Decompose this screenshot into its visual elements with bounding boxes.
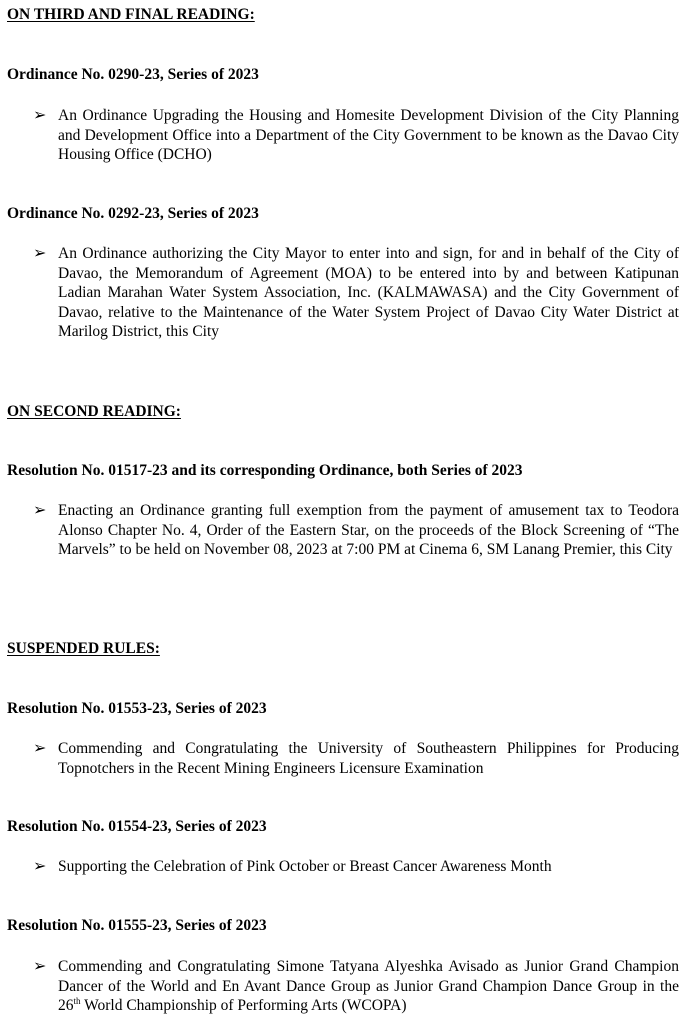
resolution-01517-heading: Resolution No. 01517-23 and its corresponding Ordinance, both Series of 2023 (7, 462, 523, 479)
resolution-01555-text-end: World Championship of Performing Arts (WCOPA) (80, 997, 407, 1014)
arrow-bullet-icon: ➢ (33, 858, 47, 875)
arrow-bullet-icon: ➢ (33, 107, 47, 124)
arrow-bullet-icon: ➢ (33, 740, 47, 757)
resolution-01517-text: Enacting an Ordinance granting full exemption from the payment of amusement tax to Teodora Alonso Chapter No. 4, Order of the Eastern Star, on the proceeds of the Block Screening of “The Marvels” to be held on November 08, 2023 at 7:00 PM at Cinema 6, SM Lanang Premier, this City (58, 502, 679, 558)
resolution-01554-item (33, 857, 679, 877)
resolution-01553-text: Commending and Congratulating the University of Southeastern Philippines for Producing Topnotchers in the Recent Mining Engineers Licensure Examination (58, 740, 679, 777)
resolution-01554-heading: Resolution No. 01554-23, Series of 2023 (7, 818, 267, 835)
ordinance-0290-text: An Ordinance Upgrading the Housing and Homesite Development Division of the City Planning and Development Office into a Department of the City Government to be known as the Davao City Housing Office (DCHO) (58, 107, 679, 163)
resolution-01555-text (58, 957, 679, 1016)
section-heading-third-reading: ON THIRD AND FINAL READING: (7, 6, 255, 23)
resolution-01517-item (33, 501, 679, 560)
arrow-bullet-icon: ➢ (33, 958, 47, 975)
arrow-bullet-icon: ➢ (33, 502, 47, 519)
ordinance-0290-item (33, 106, 679, 165)
arrow-bullet-icon: ➢ (33, 245, 47, 262)
resolution-01555-item (33, 957, 679, 1016)
resolution-01553-item (33, 739, 679, 778)
resolution-01553-heading: Resolution No. 01553-23, Series of 2023 (7, 700, 267, 717)
resolution-01555-text-main: Commending and Congratulating Simone Tatyana Alyeshka Avisado as Junior Grand Champion Dancer of the World and En Avant Dance Group as Junior Grand Champion Dance Group in the 26 (58, 958, 679, 1014)
section-heading-second-reading: ON SECOND READING: (7, 403, 181, 420)
ordinal-suffix: th (73, 996, 81, 1006)
resolution-01554-text: Supporting the Celebration of Pink October or Breast Cancer Awareness Month (58, 858, 552, 875)
ordinance-0292-item (33, 244, 679, 342)
ordinance-0292-heading: Ordinance No. 0292-23, Series of 2023 (7, 205, 259, 222)
ordinance-0292-text: An Ordinance authorizing the City Mayor to enter into and sign, for and in behalf of the City of Davao, the Memorandum of Agreement (MOA) to be entered into by and between Katipunan Ladian Marahan Water System Association, Inc. (KALMAWASA) and the City Government of Davao, relative to the Maintenance of the Water System Project of Davao City Water District at Marilog District, this City (58, 245, 679, 340)
section-heading-suspended-rules: SUSPENDED RULES: (7, 640, 160, 657)
ordinance-0290-heading: Ordinance No. 0290-23, Series of 2023 (7, 66, 259, 83)
resolution-01555-heading: Resolution No. 01555-23, Series of 2023 (7, 917, 267, 934)
